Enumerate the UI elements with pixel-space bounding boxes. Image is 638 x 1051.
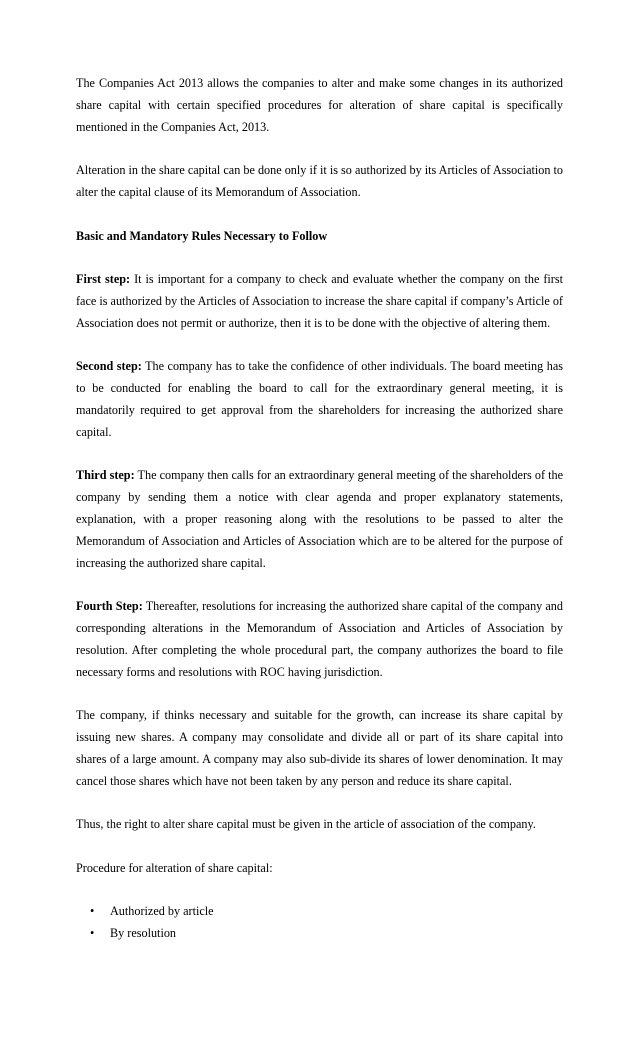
step-label-first: First step:	[76, 272, 131, 287]
step-paragraph-second	[76, 356, 563, 443]
section-heading: Basic and Mandatory Rules Necessary to Follow	[76, 228, 328, 243]
bullet-icon: •	[90, 904, 95, 919]
step-paragraph-fourth	[76, 596, 563, 683]
list-item-label: Authorized by article	[110, 904, 214, 919]
procedure-heading: Procedure for alteration of share capital:	[76, 860, 273, 875]
procedure-list	[76, 901, 563, 945]
step-label-second: Second step:	[76, 359, 142, 374]
alteration-paragraph: Alteration in the share capital can be done only if it is so authorized by its Articles of Association to alter the capital clause of its Memorandum of Association.	[76, 163, 563, 199]
document-page	[76, 73, 563, 945]
step-text-third: The company then calls for an extraordinary general meeting of the shareholders of the company by sending them a notice with clear agenda and proper explanatory statements, explanation, with a proper reasoning along with the resolutions to be passed to alter the Memorandum of Association and Articles of Association which are to be altered for the purpose of increasing the authorized share capital.	[76, 468, 563, 570]
step-label-fourth: Fourth Step:	[76, 599, 143, 614]
list-item-label: By resolution	[110, 926, 177, 941]
step-label-third: Third step:	[76, 468, 135, 483]
conclusion-paragraph: Thus, the right to alter share capital must be given in the article of association of the company.	[76, 817, 536, 832]
bullet-icon: •	[90, 926, 95, 941]
step-text-second: The company has to take the confidence of other individuals. The board meeting has to be conducted for enabling the board to call for the extraordinary general meeting, it is mandatorily required to get approval from the shareholders for increasing the authorized share capital.	[76, 359, 563, 439]
step-paragraph-first	[76, 269, 563, 334]
growth-paragraph: The company, if thinks necessary and suitable for the growth, can increase its share capital by issuing new shares. A company may consolidate and divide all or part of its share capital into shares of a large amount. A company may also sub-divide its shares of lower denomination. It may cancel those shares which have not been taken by any person and reduce its share capital.	[76, 708, 563, 788]
list-item	[90, 923, 563, 945]
step-paragraph-third	[76, 465, 563, 574]
list-item	[90, 901, 563, 923]
step-text-fourth: Thereafter, resolutions for increasing the authorized share capital of the company and corresponding alterations in the Memorandum of Association and Articles of Association by resolution. After completing the whole procedural part, the company authorizes the board to file necessary forms and resolutions with ROC having jurisdiction.	[76, 599, 563, 679]
intro-paragraph: The Companies Act 2013 allows the companies to alter and make some changes in its authorized share capital with certain specified procedures for alteration of share capital is specifically mentioned in the Companies Act, 2013.	[76, 76, 563, 134]
step-text-first: It is important for a company to check and evaluate whether the company on the first face is authorized by the Articles of Association to increase the share capital if company’s Article of Association does not permit or authorize, then it is to be done with the objective of altering them.	[76, 272, 563, 330]
